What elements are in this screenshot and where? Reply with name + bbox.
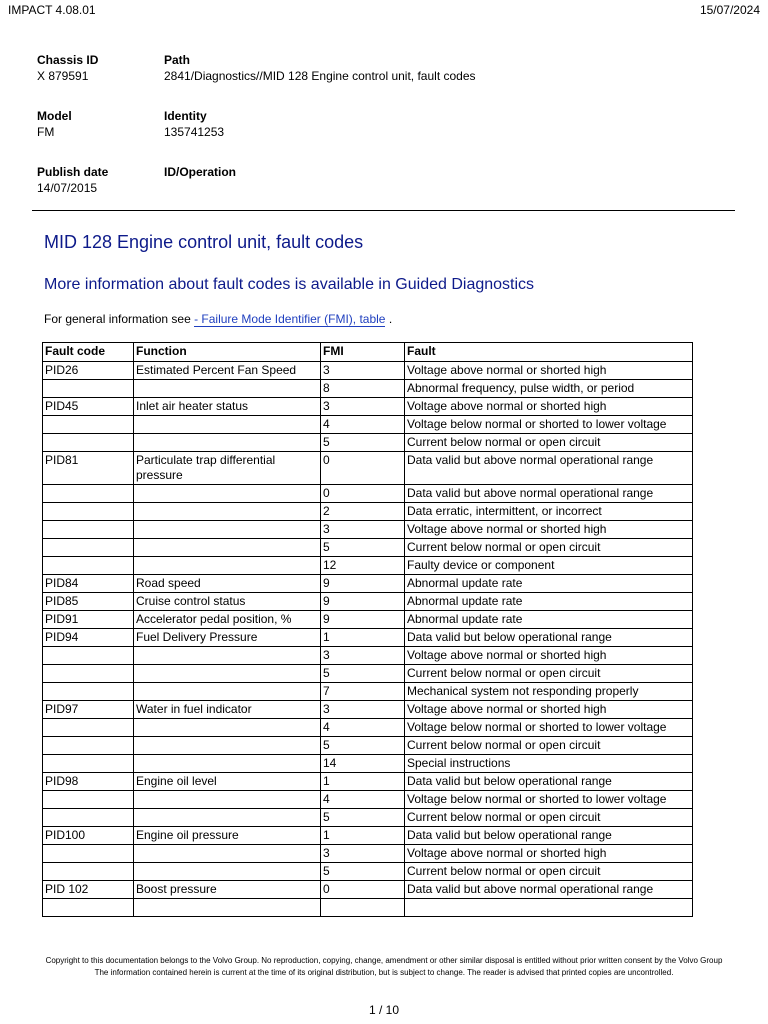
function-cell (134, 899, 321, 917)
fault-description-cell: Data erratic, intermittent, or incorrect (405, 503, 693, 521)
fmi-cell: 0 (321, 452, 405, 485)
fault-code-cell (43, 863, 134, 881)
fault-description-cell: Abnormal update rate (405, 575, 693, 593)
fault-description-cell: Data valid but below operational range (405, 827, 693, 845)
info-prefix: For general information see (44, 312, 195, 326)
fmi-cell: 12 (321, 557, 405, 575)
table-row (43, 863, 693, 881)
table-row (43, 611, 693, 629)
fault-description-cell: Voltage below normal or shorted to lower voltage (405, 791, 693, 809)
function-cell (134, 503, 321, 521)
table-row (43, 881, 693, 899)
table-row (43, 593, 693, 611)
function-cell (134, 416, 321, 434)
fmi-cell: 9 (321, 575, 405, 593)
fault-code-cell: PID85 (43, 593, 134, 611)
fmi-cell: 5 (321, 434, 405, 452)
path-value: 2841/Diagnostics//MID 128 Engine control unit, fault codes (164, 69, 476, 83)
fault-code-cell (43, 434, 134, 452)
fault-description-cell: Data valid but below operational range (405, 629, 693, 647)
fault-description-cell: Voltage above normal or shorted high (405, 521, 693, 539)
copyright-footer (30, 955, 738, 979)
function-cell (134, 683, 321, 701)
fault-description-cell: Faulty device or component (405, 557, 693, 575)
fmi-cell: 4 (321, 791, 405, 809)
fault-code-cell (43, 380, 134, 398)
fmi-cell: 7 (321, 683, 405, 701)
fault-code-cell (43, 416, 134, 434)
table-row (43, 899, 693, 917)
model-label: Model (37, 109, 72, 123)
fault-description-cell: Special instructions (405, 755, 693, 773)
fmi-cell: 9 (321, 593, 405, 611)
chassis-id-value: X 879591 (37, 69, 89, 83)
publish-date-value: 14/07/2015 (37, 181, 98, 195)
fmi-cell: 4 (321, 719, 405, 737)
table-row (43, 737, 693, 755)
column-header-fault-code: Fault code (43, 343, 134, 362)
fault-code-cell: PID26 (43, 362, 134, 380)
function-cell: Accelerator pedal position, % (134, 611, 321, 629)
model-value: FM (37, 125, 55, 139)
fault-description-cell: Data valid but below operational range (405, 773, 693, 791)
fmi-cell: 5 (321, 809, 405, 827)
fault-description-cell: Current below normal or open circuit (405, 737, 693, 755)
fault-description-cell: Data valid but above normal operational range (405, 485, 693, 503)
fault-code-cell: PID100 (43, 827, 134, 845)
distribution-notice: The information contained herein is current at the time of its original distribution, but is subject to change. The reader is advised that printed copies are uncontrolled. (94, 968, 674, 977)
print-date: 15/07/2024 (699, 3, 760, 17)
fault-code-cell (43, 557, 134, 575)
function-cell: Cruise control status (134, 593, 321, 611)
document-metadata (37, 52, 737, 220)
fault-code-cell: PID97 (43, 701, 134, 719)
function-cell: Particulate trap differential pressure (134, 452, 321, 485)
function-cell: Estimated Percent Fan Speed (134, 362, 321, 380)
column-header-fmi: FMI (321, 343, 405, 362)
fault-description-cell: Abnormal update rate (405, 611, 693, 629)
fault-description-cell: Voltage above normal or shorted high (405, 701, 693, 719)
fault-description-cell: Current below normal or open circuit (405, 665, 693, 683)
chassis-id-label: Chassis ID (37, 53, 99, 67)
table-row (43, 665, 693, 683)
column-header-function: Function (134, 343, 321, 362)
fmi-cell: 1 (321, 827, 405, 845)
table-row (43, 629, 693, 647)
function-cell (134, 485, 321, 503)
fmi-table-link[interactable]: - Failure Mode Identifier (FMI), table (194, 312, 386, 326)
fmi-cell: 0 (321, 881, 405, 899)
fault-code-cell (43, 503, 134, 521)
fmi-cell: 0 (321, 485, 405, 503)
fault-description-cell: Voltage below normal or shorted to lower voltage (405, 416, 693, 434)
table-row (43, 521, 693, 539)
function-cell (134, 557, 321, 575)
table-row (43, 416, 693, 434)
function-cell: Boost pressure (134, 881, 321, 899)
table-row (43, 701, 693, 719)
fault-code-cell (43, 539, 134, 557)
fault-description-cell: Voltage above normal or shorted high (405, 845, 693, 863)
fault-code-cell (43, 485, 134, 503)
identity-value: 135741253 (164, 125, 225, 139)
fault-code-cell (43, 647, 134, 665)
fmi-cell: 5 (321, 863, 405, 881)
function-cell: Engine oil level (134, 773, 321, 791)
fmi-cell: 3 (321, 362, 405, 380)
fmi-cell: 5 (321, 539, 405, 557)
fault-description-cell: Mechanical system not responding properly (405, 683, 693, 701)
table-row (43, 398, 693, 416)
fmi-cell: 5 (321, 737, 405, 755)
publish-date-label: Publish date (37, 165, 109, 179)
fault-description-cell: Voltage above normal or shorted high (405, 647, 693, 665)
fault-description-cell: Voltage below normal or shorted to lower voltage (405, 719, 693, 737)
copyright-notice: Copyright to this documentation belongs to the Volvo Group. No reproduction, copying, change, amendment or other similar disposal is entitled without prior written consent by the Volvo Group (45, 956, 723, 965)
fmi-cell: 3 (321, 398, 405, 416)
function-cell: Engine oil pressure (134, 827, 321, 845)
fmi-cell: 5 (321, 665, 405, 683)
function-cell (134, 647, 321, 665)
fault-code-cell: PID 102 (43, 881, 134, 899)
function-cell (134, 521, 321, 539)
fault-code-cell (43, 665, 134, 683)
table-row (43, 773, 693, 791)
fault-code-cell (43, 755, 134, 773)
fault-code-cell (43, 737, 134, 755)
page-subtitle: More information about fault codes is available in Guided Diagnostics (44, 276, 535, 293)
function-cell (134, 863, 321, 881)
function-cell (134, 737, 321, 755)
table-row (43, 755, 693, 773)
table-row (43, 539, 693, 557)
table-row (43, 683, 693, 701)
fmi-cell: 3 (321, 647, 405, 665)
general-info (44, 312, 392, 326)
function-cell (134, 791, 321, 809)
fmi-cell: 9 (321, 611, 405, 629)
info-suffix: . (385, 312, 393, 326)
page-number: 1 / 10 (368, 1003, 400, 1017)
fault-description-cell: Abnormal frequency, pulse width, or period (405, 380, 693, 398)
fault-code-cell (43, 683, 134, 701)
fault-description-cell: Data valid but above normal operational range (405, 881, 693, 899)
table-row (43, 362, 693, 380)
function-cell (134, 434, 321, 452)
header-divider (32, 210, 735, 211)
table-row (43, 791, 693, 809)
table-body (43, 362, 693, 917)
fault-description-cell: Abnormal update rate (405, 593, 693, 611)
id-operation-label: ID/Operation (164, 165, 237, 179)
table-row (43, 845, 693, 863)
fault-code-cell: PID45 (43, 398, 134, 416)
fault-code-cell: PID94 (43, 629, 134, 647)
table-row (43, 827, 693, 845)
table-row (43, 575, 693, 593)
table-row (43, 452, 693, 485)
fmi-cell (321, 899, 405, 917)
table-row (43, 809, 693, 827)
fault-description-cell: Voltage above normal or shorted high (405, 362, 693, 380)
fault-description-cell (405, 899, 693, 917)
fault-code-cell (43, 791, 134, 809)
fault-code-cell: PID81 (43, 452, 134, 485)
function-cell: Road speed (134, 575, 321, 593)
table-row (43, 485, 693, 503)
fault-description-cell: Voltage above normal or shorted high (405, 398, 693, 416)
fault-description-cell: Data valid but above normal operational range (405, 452, 693, 485)
fault-description-cell: Current below normal or open circuit (405, 434, 693, 452)
fault-code-cell (43, 809, 134, 827)
column-header-fault: Fault (405, 343, 693, 362)
table-header-row (43, 343, 693, 362)
fmi-cell: 14 (321, 755, 405, 773)
function-cell (134, 845, 321, 863)
page-title: MID 128 Engine control unit, fault codes (44, 232, 364, 252)
fault-code-cell (43, 899, 134, 917)
fmi-cell: 4 (321, 416, 405, 434)
function-cell: Water in fuel indicator (134, 701, 321, 719)
fault-description-cell: Current below normal or open circuit (405, 539, 693, 557)
fault-description-cell: Current below normal or open circuit (405, 863, 693, 881)
function-cell (134, 809, 321, 827)
fault-code-cell (43, 719, 134, 737)
table-row (43, 647, 693, 665)
function-cell (134, 719, 321, 737)
table-row (43, 503, 693, 521)
top-bar (0, 0, 768, 22)
fault-code-cell: PID84 (43, 575, 134, 593)
fmi-cell: 1 (321, 773, 405, 791)
function-cell (134, 539, 321, 557)
function-cell: Fuel Delivery Pressure (134, 629, 321, 647)
table-row (43, 434, 693, 452)
fmi-cell: 3 (321, 521, 405, 539)
function-cell (134, 755, 321, 773)
fmi-cell: 3 (321, 701, 405, 719)
fmi-cell: 8 (321, 380, 405, 398)
identity-label: Identity (164, 109, 207, 123)
fault-description-cell: Current below normal or open circuit (405, 809, 693, 827)
function-cell (134, 665, 321, 683)
fmi-cell: 3 (321, 845, 405, 863)
path-label: Path (164, 53, 191, 67)
fault-code-cell: PID98 (43, 773, 134, 791)
function-cell: Inlet air heater status (134, 398, 321, 416)
app-version: IMPACT 4.08.01 (8, 3, 96, 17)
table-row (43, 380, 693, 398)
fault-code-table (42, 342, 693, 917)
fault-code-cell: PID91 (43, 611, 134, 629)
fault-code-cell (43, 845, 134, 863)
fault-code-cell (43, 521, 134, 539)
fmi-cell: 1 (321, 629, 405, 647)
fmi-cell: 2 (321, 503, 405, 521)
function-cell (134, 380, 321, 398)
table-row (43, 557, 693, 575)
table-row (43, 719, 693, 737)
